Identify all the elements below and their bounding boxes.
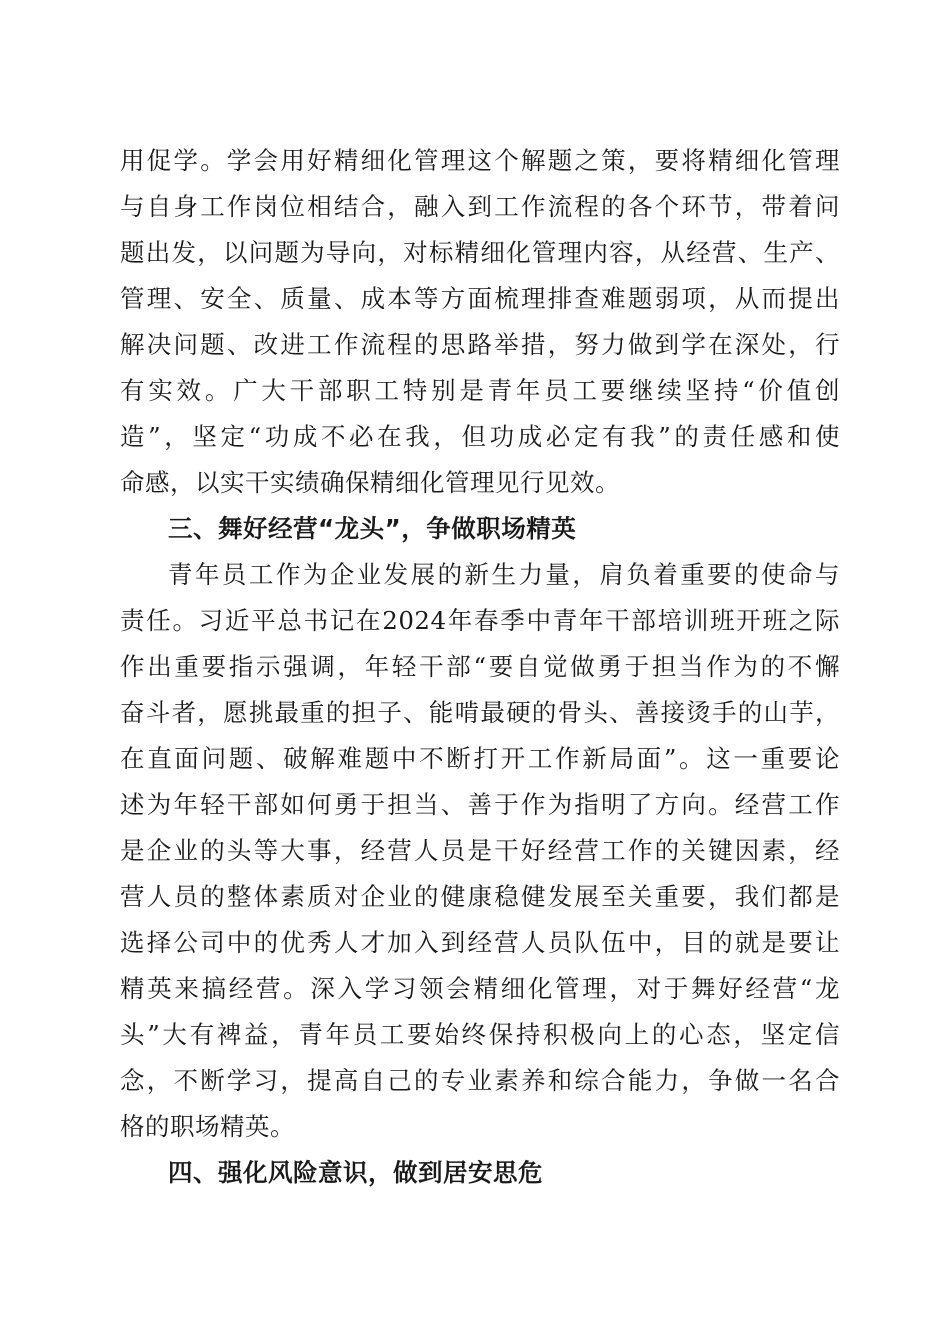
section-heading-4: 四、强化风险意识，做到居安思危	[168, 1158, 543, 1187]
section-heading-3: 三、舞好经营“龙头”，争做职场精英	[168, 514, 577, 543]
paragraph-line: 述为年轻干部如何勇于担当、善于作为指明了方向。经营工作	[120, 790, 840, 819]
paragraph-line: 念，不断学习，提高自己的专业素养和综合能力，争做一名合	[120, 1066, 840, 1095]
paragraph-line: 有实效。广大干部职工特别是青年员工要继续坚持“价值创	[120, 376, 840, 405]
paragraph-line: 头”大有裨益，青年员工要始终保持积极向上的心态，坚定信	[120, 1020, 840, 1049]
paragraph-line: 管理、安全、质量、成本等方面梳理排查难题弱项，从而提出	[120, 284, 840, 313]
paragraph-line: 青年员工作为企业发展的新生力量，肩负着重要的使命与	[168, 560, 840, 589]
paragraph-line: 格的职场精英。	[120, 1112, 295, 1141]
paragraph-line: 营人员的整体素质对企业的健康稳健发展至关重要，我们都是	[120, 882, 840, 911]
paragraph-line: 是企业的头等大事，经营人员是干好经营工作的关键因素，经	[120, 836, 840, 865]
paragraph-line: 造”，坚定“功成不必在我，但功成必定有我”的责任感和使	[120, 422, 840, 451]
paragraph-line: 精英来搞经营。深入学习领会精细化管理，对于舞好经营“龙	[120, 974, 840, 1003]
paragraph-line: 题出发，以问题为导向，对标精细化管理内容，从经营、生产、	[120, 238, 840, 267]
paragraph-line: 命感，以实干实绩确保精细化管理见行见效。	[120, 468, 620, 497]
paragraph-line: 用促学。学会用好精细化管理这个解题之策，要将精细化管理	[120, 146, 840, 175]
paragraph-line: 责任。习近平总书记在2024年春季中青年干部培训班开班之际	[120, 606, 840, 635]
paragraph-line: 选择公司中的优秀人才加入到经营人员队伍中，目的就是要让	[120, 928, 840, 957]
paragraph-line: 奋斗者，愿挑最重的担子、能啃最硬的骨头、善接烫手的山芋，	[120, 698, 840, 727]
paragraph-line: 与自身工作岗位相结合，融入到工作流程的各个环节，带着问	[120, 192, 840, 221]
paragraph-line: 作出重要指示强调，年轻干部“要自觉做勇于担当作为的不懈	[120, 652, 840, 681]
paragraph-line: 解决问题、改进工作流程的思路举措，努力做到学在深处，行	[120, 330, 840, 359]
paragraph-line: 在直面问题、破解难题中不断打开工作新局面”。这一重要论	[120, 744, 840, 773]
